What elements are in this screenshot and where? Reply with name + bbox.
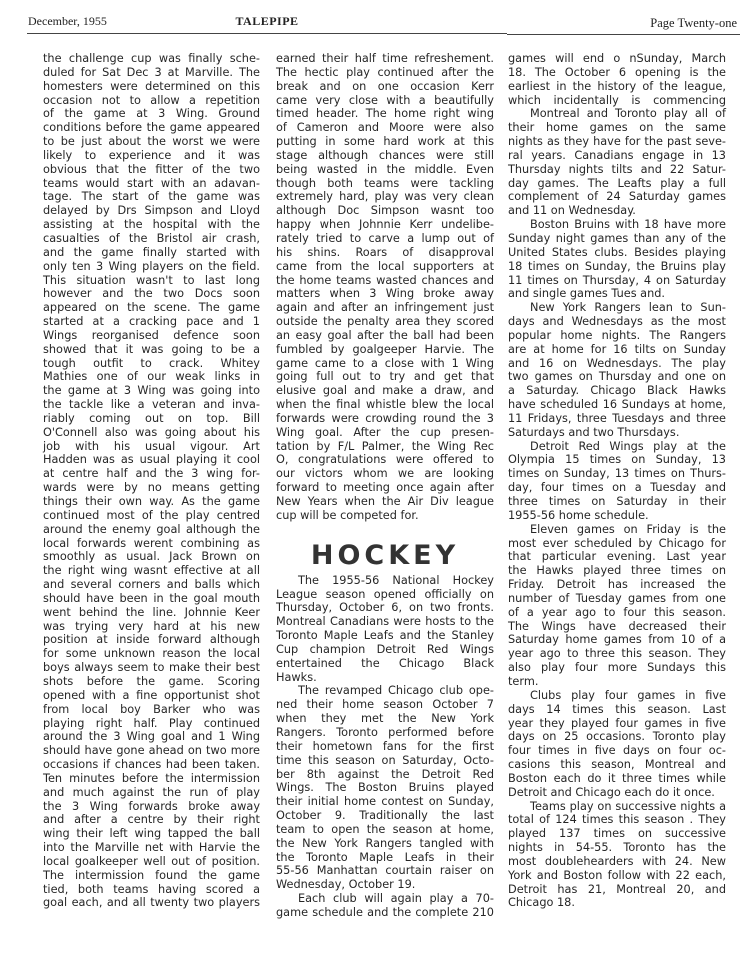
text-line: when the final whistle blew the local (276, 398, 494, 412)
text-line: though both teams were tackling (276, 176, 494, 190)
text-line: the challenge cup was finally sche- (43, 52, 260, 65)
text-line: around the enemy goal although the (43, 522, 260, 536)
text-line: The Wings have decreased their (508, 619, 726, 633)
text-line: Mathies one of our weak links in (43, 370, 260, 384)
text-line: Wing goal. After the cup presen- (276, 425, 494, 439)
text-line: break and on one occasion Kerr (276, 79, 494, 93)
text-line: O, congratulations were offered to (276, 453, 494, 467)
text-line: occasions if chances had been taken. (43, 758, 260, 772)
text-line: teams would start with an adavan- (43, 176, 260, 190)
text-line: day, four times on a Tuesday and (508, 481, 726, 495)
text-line: into the Marville net with Harvie the (43, 841, 260, 855)
text-line: total of 124 times this season . They (508, 813, 726, 827)
text-line: time this season on Saturday, Octo- (276, 753, 494, 767)
text-line: tation by F/L Palmer, the Wing Rec (276, 439, 494, 453)
text-line: October 9. Traditionally the last (276, 809, 494, 823)
text-line: earliest in the history of the league, (508, 79, 726, 93)
text-line: Hadden was as usual playing it cool (43, 453, 260, 467)
text-line: nights in 54-55. Toronto has the (508, 841, 726, 855)
text-line: smoothly as usual. Jack Brown on (43, 550, 260, 564)
text-line: 18. The October 6 opening is the (508, 65, 726, 79)
text-line: being wasted in the middle. Even (276, 162, 494, 176)
text-line: days and Wednesdays as the most (508, 315, 726, 329)
text-line: Thursday nights tilts and 22 Satur- (508, 162, 726, 176)
text-line: likely to experience and it was (43, 148, 260, 162)
text-line: popular home nights. The Rangers (508, 328, 726, 342)
text-line: tage. The start of the game was (43, 190, 260, 204)
text-line: a Saturday. Chicago Black Hawks (508, 384, 726, 398)
text-line: Toronto Maple Leafs and the Stanley (276, 629, 494, 643)
text-line: was trying very hard at his new (43, 619, 260, 633)
text-line: are at home for 16 tilts on Sunday (508, 342, 726, 356)
text-line: their initial home contest on Sunday, (276, 795, 494, 809)
text-line: wing their left wing tapped the ball (43, 827, 260, 841)
text-line: and 16 on Wednesdays. The play (508, 356, 726, 370)
text-line: number of Tuesday games from one (508, 591, 726, 605)
text-line: elusive goal and make a draw, and (276, 384, 494, 398)
text-line: complement of 24 Saturday games (508, 190, 726, 204)
text-line: Montreal and Toronto play all of (530, 107, 726, 121)
text-line: days on 25 occasions. Toronto play (508, 730, 726, 744)
publication-title: TALEPIPE (235, 14, 299, 28)
column-1-article-continuation (43, 52, 260, 910)
text-line: rately tried to carve a lump out of (276, 231, 494, 245)
text-line: came very close with a beautifully (276, 93, 494, 107)
hockey-article-start (276, 574, 494, 920)
text-line: playing right half. Play continued (43, 716, 260, 730)
text-line: Clubs play four games in five (530, 688, 726, 702)
text-line: occasion not to allow a repetition (43, 93, 260, 107)
text-line: O'Connell also was going about his (43, 425, 260, 439)
text-line: entertained the Chicago Black (276, 656, 494, 670)
text-line: Chicago 18. (508, 896, 575, 910)
header-rule-right (507, 34, 740, 35)
text-line: for some unknown reason the local (43, 647, 260, 661)
text-line: opened with a fine opportunist shot (43, 688, 260, 702)
text-line: casualties of the Bristol air crash, (43, 231, 260, 245)
text-line: Friday. Detroit has increased the (508, 578, 726, 592)
text-line: around the 3 Wing goal and 1 Wing (43, 730, 260, 744)
text-line: Sunday night games than any of the (508, 231, 726, 245)
header-rule (27, 33, 507, 34)
text-line: of Cameron and Moore were also (276, 121, 494, 135)
column-3-hockey-article-continuation (508, 52, 726, 910)
text-line: 1955-56 home schedule. (508, 508, 649, 522)
text-line: when they met the New York (276, 712, 494, 726)
text-line: wards were by no means getting (43, 481, 260, 495)
text-line: Ten minutes before the intermission (43, 771, 260, 785)
text-line: the Hawks played three times on (508, 564, 726, 578)
text-line: and after a centre by their right (43, 813, 260, 827)
text-line: casions this season, Montreal and (508, 758, 726, 772)
text-line: the home teams wasted chances and (276, 273, 494, 287)
text-line: tied, both teams having scored a (43, 882, 260, 896)
text-line: the right wing wasnt effective at all (43, 564, 260, 578)
text-line: 18 times on Sunday, the Bruins play (508, 259, 726, 273)
text-line: have scheduled 16 Sundays at home, (508, 398, 726, 412)
text-line: goal each, and all twenty two players (43, 896, 260, 910)
text-line: Cup champion Detroit Red Wings (276, 642, 494, 656)
text-line: the Toronto Maple Leafs in their (276, 850, 494, 864)
text-line: an easy goal after the ball had been (276, 328, 494, 342)
text-line: Eleven games on Friday is the (530, 522, 726, 536)
text-line: extremely hard, play was very clean (276, 190, 494, 204)
text-line: New York Rangers lean to Sun- (530, 301, 726, 315)
text-line: matters when 3 Wing broke away (276, 287, 494, 301)
text-line: 55-56 Manhattan courtain raiser on (276, 864, 494, 878)
text-line: Detroit and Chicago each do it once. (508, 785, 715, 799)
text-line: local forwards werent combining as (43, 536, 260, 550)
text-line: tough outfit to crack. Whitey (43, 356, 260, 370)
text-line: Wednesday, October 19. (276, 878, 416, 892)
text-line: came from the local supporters at (276, 259, 494, 273)
text-line: their home games on the same (508, 121, 726, 135)
text-line: things their own way. As the game (43, 495, 260, 508)
text-line: our victors whom we are looking (276, 467, 494, 481)
text-line: outside the penalty area they scored (276, 315, 494, 329)
text-line: their hometown fans for the first (276, 739, 494, 753)
text-line: The 1955-56 National Hockey (298, 573, 494, 587)
text-line: Each club will again play a 70- (298, 892, 494, 906)
text-line: The hectic play continued after the (276, 65, 494, 79)
page-header (28, 14, 737, 34)
text-line: forward to meeting once again after (276, 481, 494, 495)
text-line: Teams play on successive nights a (530, 799, 726, 813)
text-line: The revamped Chicago club ope- (298, 684, 494, 698)
text-line: day games. The Leafts play a full (508, 176, 726, 190)
text-line: homesters were determined on this (43, 79, 260, 93)
text-line: at centre half and the 3 wing for- (43, 467, 260, 481)
text-line: ber 8th against the Detroit Red (276, 767, 494, 781)
text-line: and the game finally started with (43, 245, 260, 259)
text-line: riably coming out on top. Bill (43, 411, 260, 425)
text-line: happy when Johnnie Kerr undelibe- (276, 218, 494, 232)
text-line: earned their half time refreshement. (276, 52, 494, 65)
text-line: conditions before the game appeared (43, 121, 260, 135)
text-line: three times on Saturday in their (508, 495, 726, 508)
text-line: also play four more Sundays this (508, 661, 726, 675)
page-number: Page Twenty-one (650, 16, 737, 30)
text-line: of a year ago to four this season. (508, 605, 726, 619)
text-line: and several corners and balls which (43, 578, 260, 592)
text-line: from local boy Barker who was (43, 702, 260, 716)
text-line: year they played four games in five (508, 716, 726, 730)
text-line: of the game at 3 Wing. Ground (43, 107, 260, 121)
text-line: forwards were crowding round the 3 (276, 411, 494, 425)
text-line: 11 Fridays, three Tuesdays and three (508, 411, 726, 425)
text-line: boys always seem to make their best (43, 661, 260, 675)
text-line: game came to a close with 1 Wing (276, 356, 494, 370)
text-line: games will end o nSunday, March (508, 52, 726, 65)
text-line: putting in some hard work at this (276, 135, 494, 149)
text-line: which incidentally is commencing (508, 93, 726, 107)
text-line: however and the two Docs soon (43, 287, 260, 301)
text-line: and much against the run of play (43, 785, 260, 799)
text-line: showed that it was going to be a (43, 342, 260, 356)
text-line: most doublehearders with 24. New (508, 854, 726, 868)
text-line: the game at 3 Wing was going into (43, 384, 260, 398)
text-line: the 3 Wing forwards broke away (43, 799, 260, 813)
text-line: should have been in the goal mouth (43, 591, 260, 605)
text-line: ned their home season October 7 (276, 698, 494, 712)
text-line: continued most of the play centred (43, 508, 260, 522)
text-line: Boston Bruins with 18 have more (530, 218, 726, 232)
text-line: cup will be competed for. (276, 508, 419, 522)
text-line: the tackle like a veteran and inva- (43, 398, 260, 412)
text-line: Saturdays and two Thursdays. (508, 425, 680, 439)
text-line: appeared on the scene. The game (43, 301, 260, 315)
text-line: This situation wasn't to last long (43, 273, 260, 287)
text-line: delayed by Drs Simpson and Lloyd (43, 204, 260, 218)
text-line: obvious that the fitter of the two (43, 162, 260, 176)
article-conclusion (276, 52, 494, 523)
text-line: started at a cracking pace and 1 (43, 315, 260, 329)
text-line: 11 times on Thursday, 4 on Saturday (508, 273, 726, 287)
text-line: timed header. The home right wing (276, 107, 494, 121)
issue-date: December, 1955 (28, 14, 107, 28)
hockey-heading: HOCKEY (310, 539, 460, 571)
text-line: going full out to try and get that (276, 370, 494, 384)
text-line: two games on Thursday and one on (508, 370, 726, 384)
text-line: Detroit Red Wings play at the (530, 439, 726, 453)
text-line: The intermission found the game (43, 868, 260, 882)
text-line: Wings reorganised defence soon (43, 328, 260, 342)
text-line: Rangers. Toronto performed before (276, 725, 494, 739)
text-line: Detroit has 21, Montreal 20, and (508, 882, 726, 896)
text-line: played 137 times on successive (508, 827, 726, 841)
text-line: again and after an infringement just (276, 301, 494, 315)
text-line: Olympia 15 times on Sunday, 13 (508, 453, 726, 467)
text-line: Wings. The Boston Bruins played (276, 781, 494, 795)
text-line: Montreal Canadians were hosts to the (276, 615, 494, 629)
text-line: days 14 times this season. Last (508, 702, 726, 716)
column-2 (276, 52, 494, 920)
text-line: went behind the line. Johnnie Keer (43, 605, 260, 619)
text-line: his shins. Roars of disapproval (276, 245, 494, 259)
text-line: shots before the game. Scoring (43, 674, 260, 688)
text-line: nights as they have for the past seve- (508, 135, 726, 149)
text-line: United States clubs. Besides playing (508, 245, 726, 259)
text-line: Boston each do it three times while (508, 771, 726, 785)
text-line: although Doc Simpson wasnt too (276, 204, 494, 218)
text-line: League season opened officially on (276, 587, 494, 601)
text-line: stage although chances were still (276, 148, 494, 162)
text-line: New Years when the Air Div league (276, 495, 494, 508)
text-line: and single games Tues and. (508, 287, 666, 301)
text-line: Thursday, October 6, on two fronts. (276, 601, 494, 615)
text-line: game schedule and the complete 210 (276, 905, 494, 919)
text-line: only ten 3 Wing players on the field. (43, 259, 260, 273)
text-line: four times in five days on four oc- (508, 744, 726, 758)
text-line: duled for Sat Dec 3 at Marville. The (43, 65, 260, 79)
text-line: position at inside forward although (43, 633, 260, 647)
text-line: most ever scheduled by Chicago for (508, 536, 726, 550)
text-line: that particular evening. Last year (508, 550, 726, 564)
text-line: assisting at the hospital with the (43, 218, 260, 232)
text-line: term. (508, 674, 539, 688)
text-line: Saturday home games from 10 of a (508, 633, 726, 647)
text-line: to be just about the worst we were (43, 135, 260, 149)
text-line: year ago to three this season. They (508, 647, 726, 661)
text-line: should have gone ahead on two more (43, 744, 260, 758)
text-line: and 11 on Wednesday. (508, 204, 636, 218)
text-line: job with his usual vigour. Art (43, 439, 260, 453)
text-line: the New York Rangers tangled with (276, 836, 494, 850)
text-line: local goalkeeper well out of position. (43, 854, 260, 868)
text-line: Hawks. (276, 670, 317, 684)
text-line: times on Sunday, 13 times on Thurs- (508, 467, 726, 481)
text-line: team to open the season at home, (276, 822, 494, 836)
text-line: fumbled by goalgeeper Harvie. The (276, 342, 494, 356)
text-line: ral years. Canadians engage in 13 (508, 148, 726, 162)
text-line: York and Boston follow with 22 each, (508, 868, 726, 882)
